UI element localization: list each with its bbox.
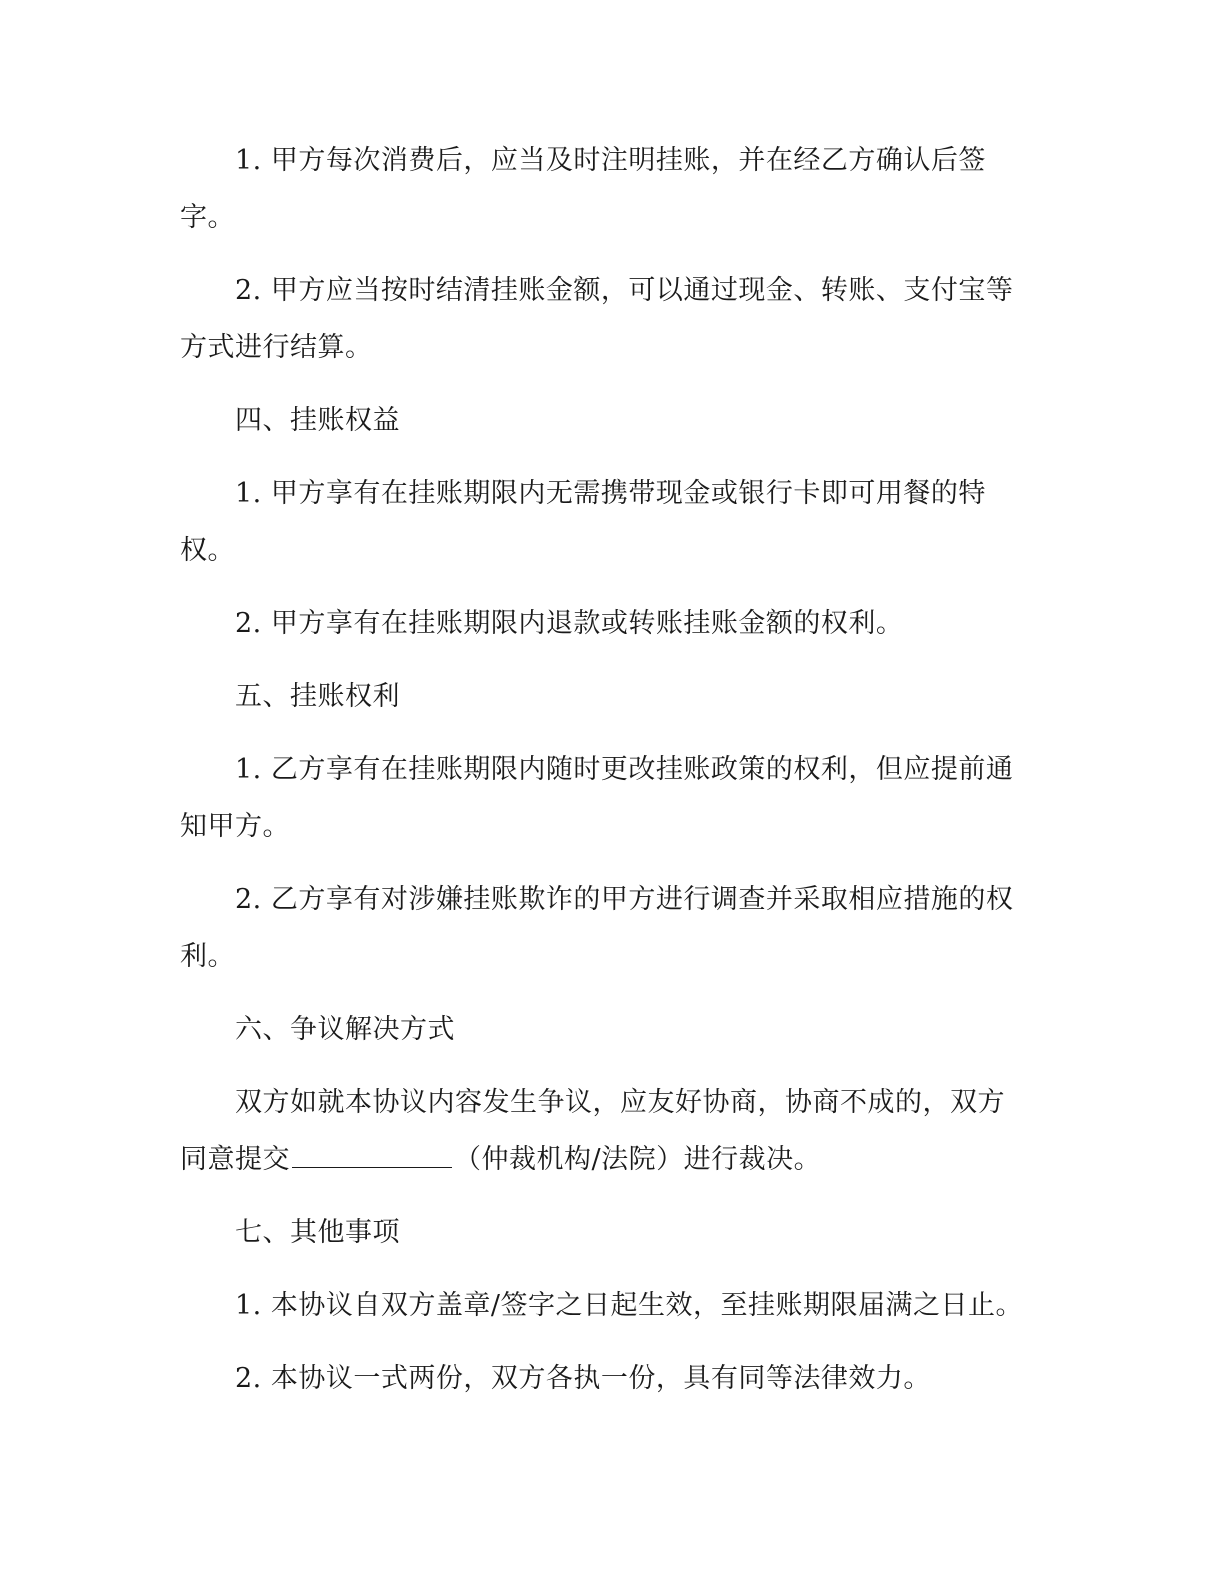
clause-3-2: 2. 甲方应当按时结清挂账金额，可以通过现金、转账、支付宝等方式进行结算。: [180, 275, 1014, 363]
clause-5-1: 1. 乙方享有在挂账期限内随时更改挂账政策的权利，但应提前通知甲方。: [180, 754, 1014, 842]
clause-5-2: 2. 乙方享有对涉嫌挂账欺诈的甲方进行调查并采取相应措施的权利。: [180, 884, 1014, 972]
clause-7-2: 2. 本协议一式两份，双方各执一份，具有同等法律效力。: [235, 1363, 931, 1394]
clause-4-2: 2. 甲方享有在挂账期限内退款或转账挂账金额的权利。: [235, 608, 904, 639]
clause-7-1: 1. 本协议自双方盖章/签字之日起生效，至挂账期限届满之日止。: [235, 1290, 1023, 1321]
section-heading-5: 五、挂账权利: [235, 681, 400, 712]
fill-in-blank: [292, 1137, 452, 1168]
clause-6-dispute: [180, 1074, 1025, 1188]
section-heading-4: 四、挂账权益: [235, 405, 400, 436]
section-heading-6: 六、争议解决方式: [235, 1014, 455, 1045]
document-body: [180, 132, 1025, 1423]
clause-4-1: 1. 甲方享有在挂账期限内无需携带现金或银行卡即可用餐的特权。: [180, 478, 986, 566]
clause-6-text-a: 双方如就本协议内容发生争议，应友好协商，协商不成的，双方同意提交: [180, 1087, 1005, 1175]
clause-3-1: 1. 甲方每次消费后，应当及时注明挂账，并在经乙方确认后签字。: [180, 145, 986, 233]
clause-6-text-b: （仲裁机构/法院）进行裁决。: [454, 1144, 822, 1175]
section-heading-7: 七、其他事项: [235, 1217, 400, 1248]
